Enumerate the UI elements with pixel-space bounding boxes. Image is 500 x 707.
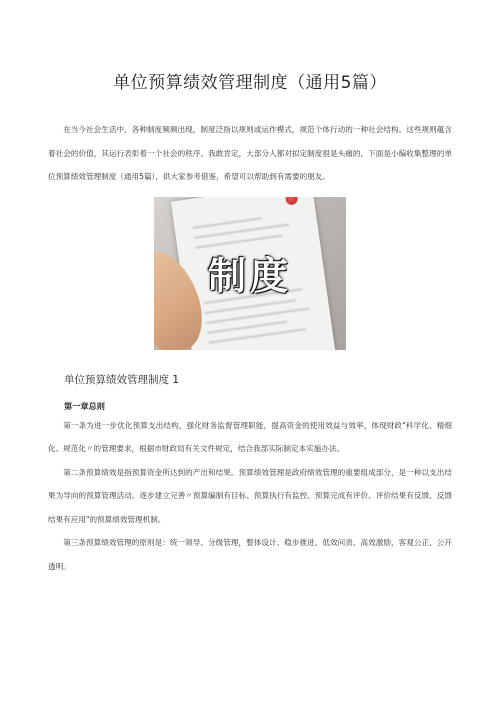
hero-image xyxy=(154,197,346,350)
article-paragraph-3: 第三条预算绩效管理的原则是：统一领导、分级管理，整体设计、稳步推进，低效问责、高效激励，客观公正、公开透明。 xyxy=(48,538,452,571)
image-caption: 制度 xyxy=(207,253,292,298)
section-heading: 单位预算绩效管理制度 1 xyxy=(64,373,180,386)
intro-paragraph: 在当今社会生活中，各种制度频频出现，制度泛指以规则或运作模式，规范个体行动的一种社会结构。这些规则蕴含着社会的价值，其运行表彰着一个社会的秩序。我敢肯定，大部分人都对拟定制度很是头痛的，下面是小编收集整理的单位预算绩效管理制度（通用5篇），供大家参考借鉴，希望可以帮助到有需要的朋友。 xyxy=(48,125,452,181)
article-paragraph-1: 第一条为进一步优化预算支出结构，强化财务监督管理职能，提高资金的使用效益与效率，体现财政"科学化、精细化、规范化〃的管理要求，根据市财政局有关文件规定，结合我部实际制定本实施办法。 xyxy=(48,420,452,453)
document-title: 单位预算绩效管理制度（通用5篇） xyxy=(113,73,387,93)
logo-icon xyxy=(285,197,299,206)
chapter-heading: 第一章总则 xyxy=(64,400,105,411)
article-paragraph-2: 第二条预算绩效是指预算资金所达到的产出和结果。预算绩效管理是政府绩效管理的重要组成部分，是一种以支出结果为导向的预算管理活动。逐步建立完善〃预算编制有目标、预算执行有监控、预算完成有评价、评价结果有反馈、反馈结果有应用"的预算绩效管理机制。 xyxy=(48,467,452,524)
